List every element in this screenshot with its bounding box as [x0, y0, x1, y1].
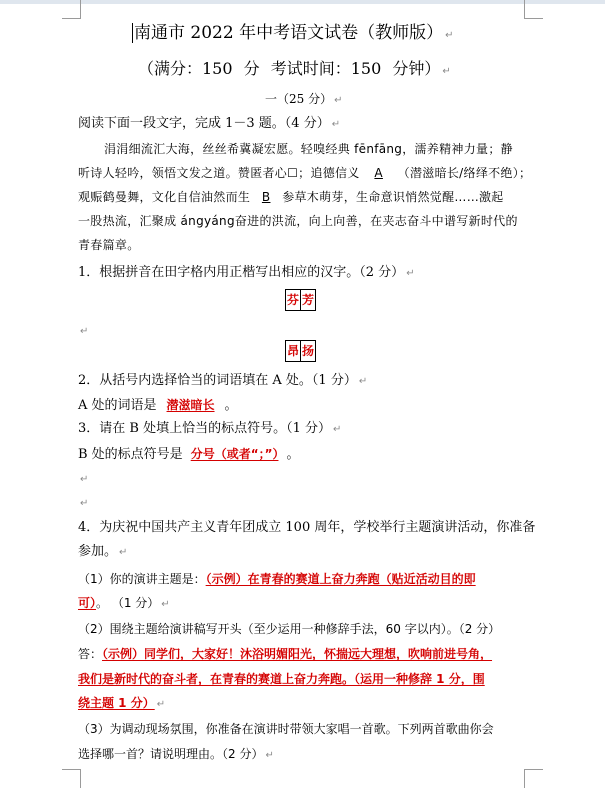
passage-line-3[interactable]: 观赈鹤曼舞，文化自信油然而生 B 参草木萌芽，生命意识悄然觉醒……激起	[78, 190, 504, 204]
passage-line-2[interactable]: 听诗人轻吟，领悟文发之道。赞匿者心☐；追德信义 A （潜滋暗长/络绎不绝）；	[78, 166, 532, 180]
passage-line-4[interactable]: 一股热流，汇聚成 ángyáng奋进的洪流，向上向善，在夹志奋斗中谱写新时代的	[78, 214, 518, 228]
paragraph-mark-icon: ↵	[119, 547, 128, 558]
question-4-sub-2[interactable]: （2）围绕主题给演讲稿写开头（至少运用一种修辞手法，60 字以内）。（2 分）	[78, 622, 501, 636]
question-4-sub-1-line-2[interactable]: 可）。 （1 分） ↵	[78, 596, 170, 610]
passage-line-1[interactable]: 涓涓细流汇大海，丝丝希冀凝宏愿。轻嗅经典 fēnfāng，濡养精神力量；静	[104, 142, 513, 156]
passage-line-5[interactable]: 青春篇章。	[78, 238, 140, 252]
answer-text: 可）	[78, 596, 97, 610]
paragraph-mark-icon: ↵	[406, 268, 415, 279]
question-1[interactable]: 1．根据拼音在田字格内用正楷写出相应的汉字。（2 分） ↵	[78, 265, 415, 280]
question-4-sub-1[interactable]: （1）你的演讲主题是：（示例）在青春的赛道上奋力奔跑（贴近活动目的即	[78, 572, 476, 586]
question-4[interactable]: 4．为庆祝中国共产主义青年团成立 100 周年，学校举行主题演讲活动，你准备	[78, 520, 536, 535]
question-3[interactable]: 3．请在 B 处填上恰当的标点符号。（1 分） ↵	[78, 421, 342, 436]
paragraph-mark-icon: ↵	[80, 474, 89, 485]
paragraph-mark-icon: ↵	[333, 424, 342, 435]
blank-a: A	[374, 166, 383, 180]
paragraph-mark-icon: ↵	[156, 699, 166, 710]
document-title[interactable]: 南通市 2022 年中考语文试卷（教师版） ↵	[134, 23, 454, 43]
empty-paragraph[interactable]	[78, 494, 88, 513]
answer-text: 潜滋暗长	[166, 398, 215, 412]
crop-mark-top-right	[524, 0, 543, 19]
paragraph-mark-icon: ↵	[442, 66, 451, 77]
paragraph-mark-icon: ↵	[265, 750, 274, 761]
paragraph-mark-icon: ↵	[358, 376, 368, 387]
document-subtitle[interactable]: （满分：150 分 考试时间：150 分钟） ↵	[138, 59, 451, 78]
paragraph-mark-icon: ↵	[445, 30, 454, 41]
empty-paragraph[interactable]	[78, 322, 88, 341]
question-4-sub-2-answer[interactable]: 答：（示例）同学们，大家好！沐浴明媚阳光，怀揣远大理想，吹响前进号角，	[78, 647, 493, 661]
question-4-sub-2-answer-line-2[interactable]	[78, 670, 485, 688]
crop-mark-bottom-right	[524, 769, 543, 788]
crop-mark-top-left	[62, 0, 81, 19]
question-4-sub-3[interactable]: （3）为调动现场氛围，你准备在演讲时带领大家唱一首歌。下列两首歌曲你会	[78, 722, 494, 736]
question-2[interactable]: 2．从括号内选择恰当的词语填在 A 处。（1 分） ↵	[78, 373, 368, 388]
question-4-sub-3-line-2[interactable]: 选择哪一首？请说明理由。（2 分） ↵	[78, 747, 274, 761]
question-4-sub-2-answer-line-3[interactable]	[78, 694, 165, 714]
paragraph-mark-icon: ↵	[161, 599, 170, 610]
blank-b: B	[261, 190, 271, 204]
tianzige-box: 昂	[285, 340, 301, 362]
paragraph-mark-icon: ↵	[331, 119, 341, 130]
answer-text: 绕主题 1 分）	[78, 696, 155, 710]
tianzige-box: 芬	[285, 289, 301, 311]
paragraph-mark-icon: ↵	[80, 326, 89, 337]
answer-text: （示例）在青春的赛道上奋力奔跑（贴近活动目的即	[205, 572, 476, 586]
question-4-line-2[interactable]: 参加。 ↵	[78, 544, 128, 559]
answer-text: （示例）同学们，大家好！沐浴明媚阳光，怀揣远大理想，吹响前进号角，	[102, 647, 493, 661]
answer-text: 我们是新时代的奋斗者，在青春的赛道上奋力奔跑。（运用一种修辞 1 分，围	[78, 672, 485, 686]
question-3-answer[interactable]: B 处的标点符号是 分号（或者“；”） 。	[78, 447, 300, 462]
paragraph-mark-icon: ↵	[80, 498, 89, 509]
window-top-strip	[0, 0, 605, 4]
paragraph-mark-icon: ↵	[334, 95, 343, 106]
section-heading[interactable]: 一（25 分） ↵	[265, 92, 343, 106]
tianzige-box: 芳	[300, 289, 316, 311]
crop-mark-bottom-left	[62, 769, 81, 788]
tianzige-box: 扬	[300, 340, 316, 362]
answer-text: 分号（或者“；”）	[190, 447, 279, 461]
empty-paragraph[interactable]	[78, 470, 88, 489]
reading-intro[interactable]: 阅读下面一段文字，完成 1－3 题。（4 分） ↵	[78, 116, 341, 131]
question-2-answer[interactable]: A 处的词语是 潜滋暗长 。	[78, 398, 238, 413]
